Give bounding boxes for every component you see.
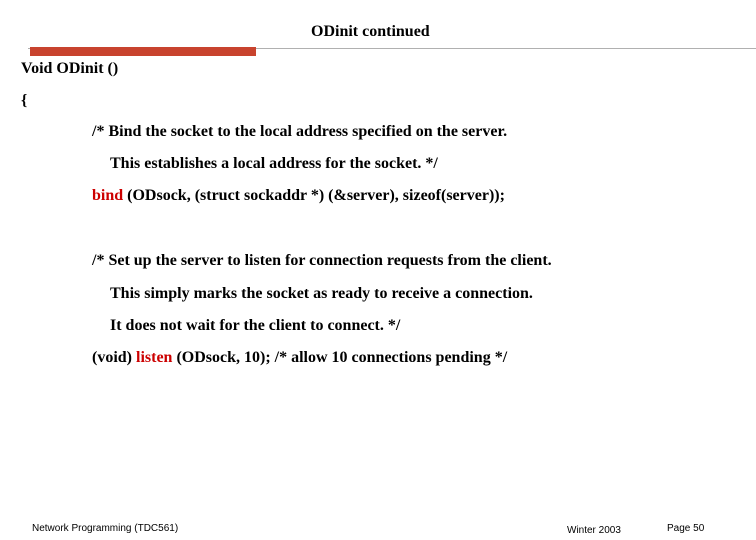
bind-function-name: bind (92, 187, 124, 204)
slide-title: ODinit continued (311, 23, 430, 40)
title-accent-bar (30, 47, 256, 56)
footer-term: Winter 2003 (567, 525, 621, 536)
listen-function-name: listen (136, 349, 173, 366)
bind-comment-line-1: /* Bind the socket to the local address specified on the server. (92, 123, 508, 140)
listen-comment-line-1: /* Set up the server to listen for connection requests from the client. (92, 252, 552, 269)
listen-prefix: (void) (92, 349, 136, 366)
open-brace: { (21, 92, 28, 109)
listen-arguments: (ODsock, 10); /* allow 10 connections pending */ (172, 349, 508, 366)
bind-call-line (92, 186, 505, 206)
bind-comment-line-2: This establishes a local address for the socket. */ (110, 155, 438, 172)
footer-course: Network Programming (TDC561) (32, 523, 179, 534)
function-signature: Void ODinit () (21, 60, 119, 77)
listen-comment-line-2: This simply marks the socket as ready to receive a connection. (110, 285, 533, 302)
footer-page-number: Page 50 (667, 523, 705, 534)
listen-comment-line-3: It does not wait for the client to connect. */ (110, 317, 401, 334)
bind-arguments: (ODsock, (struct sockaddr *) (&server), sizeof(server)); (123, 187, 505, 204)
listen-call-line (92, 348, 507, 368)
